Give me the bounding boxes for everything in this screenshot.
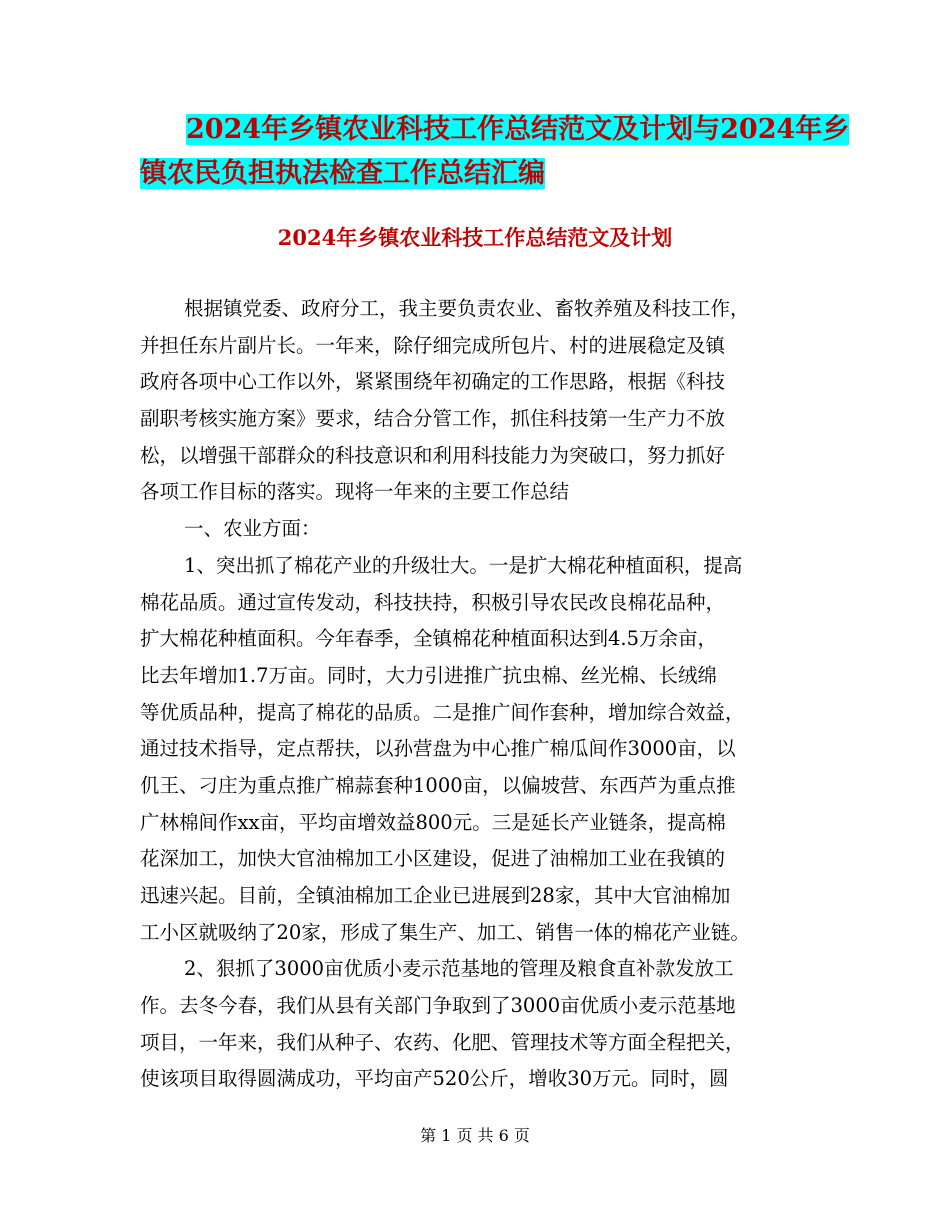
paragraph-line: 广林棉间作xx亩，平均亩增效益800元。三是延长产业链条，提高棉 <box>140 810 726 834</box>
page-number-footer: 第 1 页 共 6 页 <box>420 1126 530 1145</box>
section-title: 2024年乡镇农业科技工作总结范文及计划 <box>277 225 673 250</box>
paragraph-line: 花深加工，加快大官油棉加工小区建设，促进了油棉加工业在我镇的 <box>140 847 726 871</box>
paragraph-line: 根据镇党委、政府分工，我主要负责农业、畜牧养殖及科技工作， <box>184 297 750 320</box>
paragraph-line: 并担任东片副片长。一年来，除仔细完成所包片、村的进展稳定及镇 <box>140 333 726 357</box>
paragraph-line: 迅速兴起。目前，全镇油棉加工企业已进展到28家，其中大官油棉加 <box>140 884 731 907</box>
paragraph-line: 各项工作目标的落实。现将一年来的主要工作总结 <box>140 480 570 504</box>
paragraph-line: 2、狠抓了3000亩优质小麦示范基地的管理及粮食直补款发放工 <box>184 957 734 981</box>
paragraph-line: 棉花品质。通过宣传发动，科技扶持，积极引导农民改良棉花品种， <box>140 590 726 614</box>
section-heading-agriculture: 一、农业方面： <box>184 517 321 541</box>
paragraph-line: 扩大棉花种植面积。今年春季，全镇棉花种植面积达到4.5万余亩， <box>140 627 718 651</box>
document-title-line-1 <box>0 110 950 150</box>
body-text <box>140 291 830 1098</box>
paragraph-line: 比去年增加1.7万亩。同时，大力引进推广抗虫棉、丝光棉、长绒绵 <box>140 663 718 687</box>
paragraph-line: 松，以增强干部群众的科技意识和利用科技能力为突破口，努力抓好 <box>140 443 726 467</box>
paragraph-line: 副职考核实施方案》要求，结合分管工作，抓住科技第一生产力不放 <box>140 407 726 431</box>
paragraph-line: 作。去冬今春，我们从县有关部门争取到了3000亩优质小麦示范基地 <box>140 994 736 1018</box>
paragraph-line: 通过技术指导，定点帮扶，以孙营盘为中心推广棉瓜间作3000亩，以 <box>140 737 736 761</box>
paragraph-line: 项目，一年来，我们从种子、农药、化肥、管理技术等方面全程把关， <box>140 1030 745 1054</box>
paragraph-line: 工小区就吸纳了20家，形成了集生产、加工、销售一体的棉花产业链。 <box>140 920 750 944</box>
paragraph-line: 等优质品种，提高了棉花的品质。二是推广间作套种，增加综合效益， <box>140 700 745 724</box>
title-highlight: 镇农民负担执法检查工作总结汇编 <box>140 158 545 189</box>
paragraph-line: 政府各项中心工作以外，紧紧围绕年初确定的工作思路，根据《科技 <box>140 370 726 394</box>
paragraph-line: 1、突出抓了棉花产业的升级壮大。一是扩大棉花种植面积，提高 <box>184 553 743 577</box>
title-highlight: 2024年乡镇农业科技工作总结范文及计划与2024年乡 <box>186 114 850 145</box>
paragraph-line: 使该项目取得圆满成功，平均亩产520公斤，增收30万元。同时，圆 <box>140 1067 729 1091</box>
paragraph-line: 仉王、刁庄为重点推广棉蒜套种1000亩，以偏坡营、东西芦为重点推 <box>140 773 736 797</box>
document-title-line-2 <box>0 154 950 194</box>
